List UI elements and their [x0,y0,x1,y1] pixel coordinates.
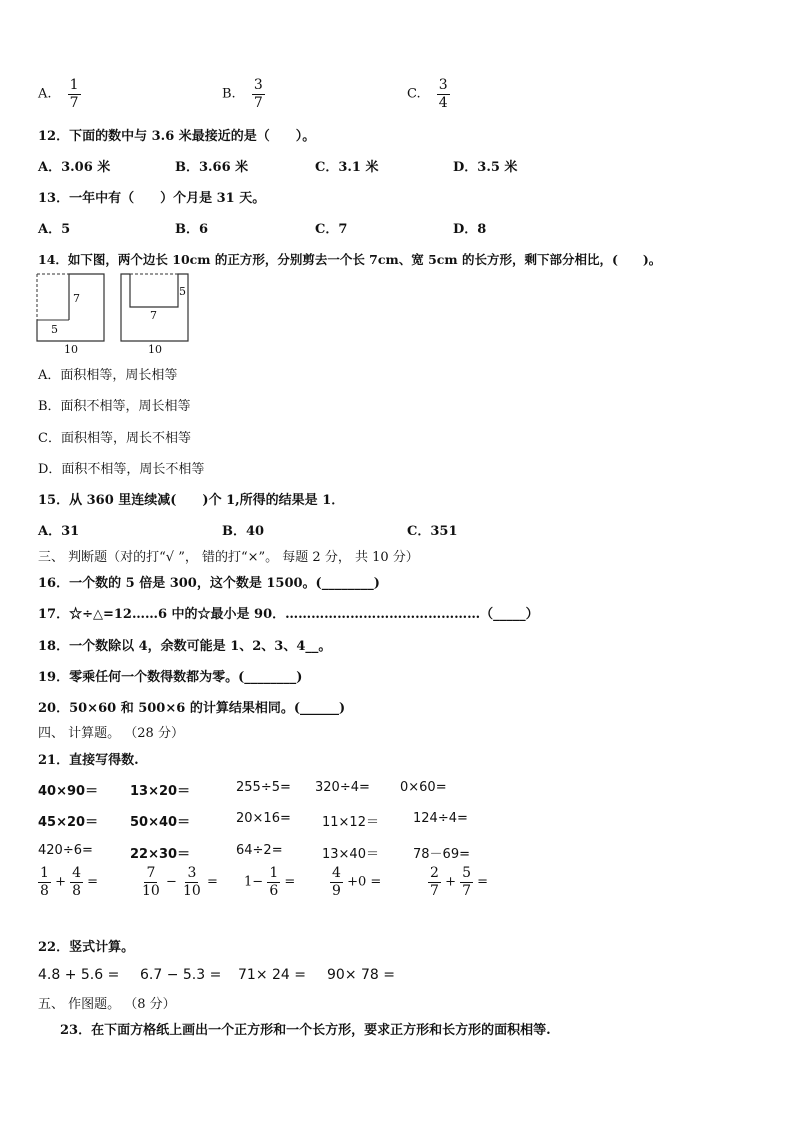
fraction-expression-5 [428,866,488,898]
q13-option-b: B．6 [175,222,209,237]
calc-item: 40×90＝ [38,784,99,799]
judge-item-20: 20．50×60 和 500×6 的计算结果相同。(______) [38,701,346,716]
fraction-expression-2 [140,866,218,898]
figure-label-10: 10 [148,343,162,356]
calc-item: 50×40＝ [130,815,191,830]
calc-item: 20×16= [236,811,291,826]
fraction-expression-3 [244,866,295,898]
vertical-calc-item: 71× 24 = [238,967,306,983]
operator: − [165,874,177,890]
q14-option-a: A．面积相等，周长相等 [38,368,178,383]
section-3-heading: 三、 判断题（对的打“√ ”， 错的打“×”。 每题 2 分， 共 10 分） [38,550,419,565]
fraction: $\frac{1}{6}$ [269,865,279,899]
vertical-calc-item: 6.7 − 5.3 = [140,967,222,983]
equals: = [87,874,99,890]
q15-option-c: C．351 [407,524,458,539]
calc-item: 45×20＝ [38,815,99,830]
fraction: $\frac{1}{7}$ [69,77,79,111]
vertical-calc-item: 90× 78 = [327,967,395,983]
calc-item: 13×20＝ [130,784,191,799]
section-4-heading: 四、 计算题。 （28 分） [38,726,184,741]
operator: + [55,874,66,890]
q11-option-a [38,78,81,110]
q14-figure-left [36,273,106,357]
option-letter: B. [222,86,236,102]
calc-item: 255÷5= [236,780,291,795]
judge-item-18: 18．一个数除以 4，余数可能是 1、2、3、4__。 [38,639,332,654]
q12-stem: 12．下面的数中与 3.6 米最接近的是（ ）。 [38,129,316,144]
equals: = [477,874,489,890]
calc-item: 22×30＝ [130,847,191,862]
q14-option-d: D．面积不相等，周长不相等 [38,462,205,477]
judge-item-17: 17．☆÷△=12……6 中的☆最小是 90．………………………………………（_____） [38,607,539,622]
square-cutout-right [120,273,190,343]
q21-stem: 21．直接写得数. [38,753,139,768]
calc-item: 13×40＝ [322,847,379,862]
fraction: $\frac{4}{8}$ [72,865,82,899]
fraction: $\frac{5}{7}$ [462,865,472,899]
calc-item: 320÷4= [315,780,370,795]
q12-option-a: A．3.06 米 [38,160,111,175]
calc-item: 64÷2= [236,843,283,858]
tail-expression: +0 = [347,874,382,890]
equals: = [284,874,296,890]
figure-label-5: 5 [51,323,58,336]
fraction: $\frac{2}{7}$ [430,865,439,899]
fraction: $\frac{3}{10}$ [183,865,201,899]
fraction-expression-4 [330,866,381,898]
option-letter: C. [407,86,421,102]
calc-item: 124÷4= [413,811,468,826]
fraction: $\frac{7}{10}$ [142,865,160,899]
q14-option-b: B．面积不相等，周长相等 [38,399,191,414]
q14-stem: 14．如下图，两个边长 10cm 的正方形，分别剪去一个长 7cm、宽 5cm 的长方形，剩下部分相比，( )。 [38,252,662,267]
q15-option-b: B．40 [222,524,265,539]
fraction: $\frac{3}{4}$ [438,77,448,111]
option-letter: A. [38,86,52,102]
figure-label-7: 7 [73,292,80,305]
q13-option-d: D．8 [453,222,487,237]
figure-label-7: 7 [150,309,157,322]
fraction: $\frac{3}{7}$ [253,77,263,111]
calc-item: 78－69= [413,847,470,862]
operator: + [445,874,456,890]
judge-item-16: 16．一个数的 5 倍是 300，这个数是 1500。(________) [38,576,380,591]
q15-stem: 15．从 360 里连续减( )个 1,所得的结果是 1． [38,493,345,508]
fraction: $\frac{4}{9}$ [332,865,341,899]
q13-option-a: A．5 [38,222,71,237]
figure-label-5: 5 [179,285,186,298]
figure-label-10: 10 [64,343,78,356]
q11-option-b [222,78,265,110]
judge-item-19: 19．零乘任何一个数得数都为零。(________) [38,670,303,685]
q15-option-a: A．31 [38,524,80,539]
vertical-calc-item: 4.8 + 5.6 = [38,967,120,983]
q23-stem: 23．在下面方格纸上画出一个正方形和一个长方形，要求正方形和长方形的面积相等. [60,1023,551,1038]
square-cutout-left [36,273,106,343]
section-5-heading: 五、 作图题。 （8 分） [38,997,176,1012]
q22-stem: 22．竖式计算。 [38,940,135,955]
q12-option-d: D．3.5 米 [453,160,518,175]
q14-option-c: C．面积相等，周长不相等 [38,431,191,446]
q11-option-c [407,78,450,110]
calc-item: 11×12＝ [322,815,379,830]
calc-item: 420÷6= [38,843,93,858]
q14-figure-right [120,273,190,357]
q12-option-c: C．3.1 米 [315,160,379,175]
calc-item: 0×60= [400,780,447,795]
q13-stem: 13．一年中有（ ）个月是 31 天。 [38,191,266,206]
fraction: $\frac{1}{8}$ [40,865,49,899]
whole-part: 1− [244,874,264,890]
q13-option-c: C．7 [315,222,348,237]
fraction-expression-1 [38,866,98,898]
q12-option-b: B．3.66 米 [175,160,249,175]
equals: = [206,874,218,890]
